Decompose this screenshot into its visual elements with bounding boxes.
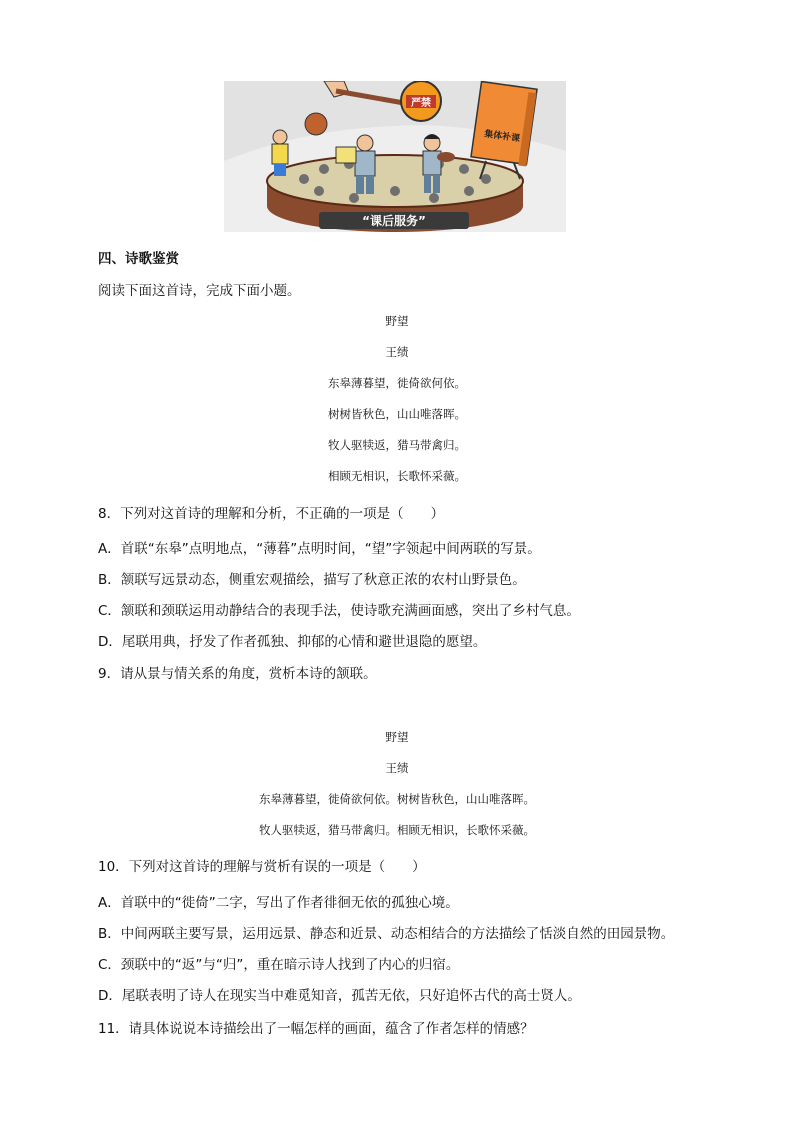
poem-line: 东皋薄暮望，徙倚欲何依。树树皆秋色，山山唯落晖。 bbox=[259, 792, 535, 806]
question-8-option-d: D．尾联用典，抒发了作者孤独、抑郁的心情和避世退隐的愿望。 bbox=[98, 634, 487, 650]
question-10-stem: 10．下列对这首诗的理解与赏析有误的一项是（ ） bbox=[98, 859, 426, 875]
question-8-option-c: C．颔联和颈联运用动静结合的表现手法，使诗歌充满画面感，突出了乡村气息。 bbox=[98, 603, 580, 619]
poem-line: 牧人驱犊返，猎马带禽归。相顾无相识，长歌怀采薇。 bbox=[259, 823, 535, 837]
poem-line: 东皋薄暮望，徙倚欲何依。 bbox=[328, 376, 466, 390]
poem-line: 树树皆秋色，山山唯落晖。 bbox=[328, 407, 466, 421]
poem-author: 王绩 bbox=[385, 761, 409, 775]
question-9: 9．请从景与情关系的角度，赏析本诗的颔联。 bbox=[98, 666, 377, 682]
poem-line: 牧人驱犊返，猎马带禽归。 bbox=[328, 438, 466, 452]
reading-instruction: 阅读下面这首诗，完成下面小题。 bbox=[98, 283, 301, 299]
poem-author: 王绩 bbox=[385, 345, 409, 359]
question-10-option-d: D．尾联表明了诗人在现实当中难觅知音，孤苦无依，只好追怀古代的高士贤人。 bbox=[98, 988, 581, 1004]
after-school-service-cartoon bbox=[224, 81, 566, 232]
section-heading: 四、诗歌鉴赏 bbox=[98, 251, 179, 267]
poem-title: 野望 bbox=[385, 730, 409, 744]
question-8-option-a: A．首联“东皋”点明地点，“薄暮”点明时间，“望”字领起中间两联的写景。 bbox=[98, 541, 541, 557]
question-10-option-a: A．首联中的“徙倚”二字，写出了作者徘徊无依的孤独心境。 bbox=[98, 895, 459, 911]
question-10-option-b: B．中间两联主要写景，运用远景、静态和近景、动态相结合的方法描绘了恬淡自然的田园景物。 bbox=[98, 926, 675, 942]
question-11: 11．请具体说说本诗描绘出了一幅怎样的画面，蕴含了作者怎样的情感？ bbox=[98, 1021, 534, 1037]
question-8-option-b: B．颔联写远景动态，侧重宏观描绘，描写了秋意正浓的农村山野景色。 bbox=[98, 572, 526, 588]
poem-title: 野望 bbox=[385, 314, 409, 328]
sign-label: 严禁 bbox=[411, 98, 431, 109]
base-label: “课后服务” bbox=[362, 214, 426, 228]
book-label: 集体补课 bbox=[483, 129, 521, 145]
question-10-option-c: C．颈联中的“返”与“归”，重在暗示诗人找到了内心的归宿。 bbox=[98, 957, 460, 973]
question-8-stem: 8．下列对这首诗的理解和分析，不正确的一项是（ ） bbox=[98, 506, 445, 522]
poem-line: 相顾无相识，长歌怀采薇。 bbox=[328, 469, 466, 483]
